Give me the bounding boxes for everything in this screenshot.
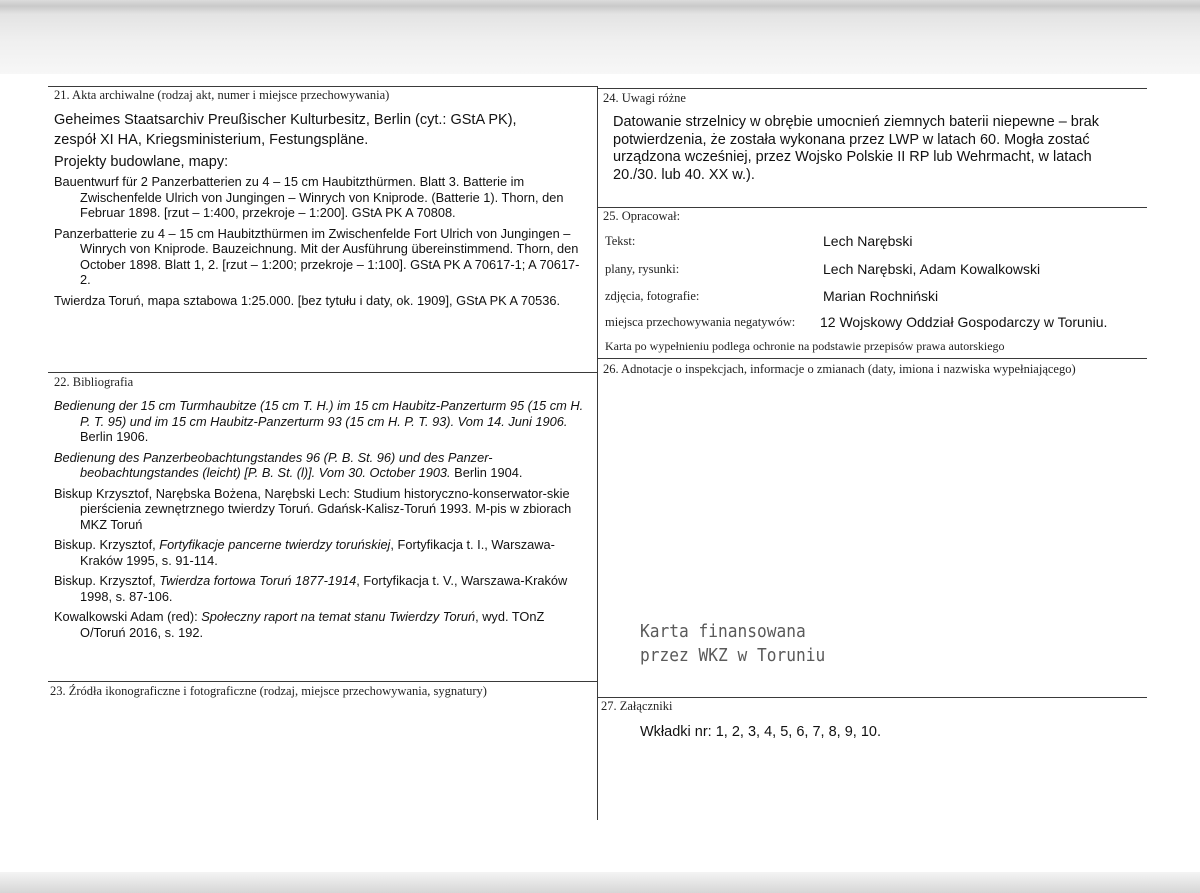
section-27-header: 27. Załączniki	[601, 699, 673, 713]
bibliography-entry-5	[54, 573, 592, 604]
bibliography-entry-1	[54, 398, 592, 445]
section-26-header: 26. Adnotacje o inspekcjach, informacje o zmianach (daty, imiona i nazwiska wypełniającego)	[603, 362, 1076, 376]
archive-line-1: Geheimes Staatsarchiv Preußischer Kulturbesitz, Berlin (cyt.: GStA PK),	[54, 112, 517, 128]
funding-stamp-line-1: Karta finansowana	[640, 621, 806, 642]
section-23-header: 23. Źródła ikonograficzne i fotograficzne (rodzaj, miejsce przechowywania, sygnatury)	[50, 684, 487, 698]
scan-bottom-edge	[0, 872, 1200, 893]
bibliography-entry-4-rest: , Fortyfikacja t. I., Warszawa-Kraków 1995, s. 91-114.	[80, 537, 555, 568]
funding-stamp	[640, 620, 825, 668]
funding-stamp-line-2: przez WKZ w Toruniu	[640, 645, 826, 666]
rule-22-top	[48, 372, 597, 373]
negatives-storage-value: 12 Wojskowy Oddział Gospodarczy w Toruniu.	[820, 314, 1108, 330]
bibliography-entry-5-rest: , Fortyfikacja t. V., Warszawa-Kraków 1998, s. 87-106.	[80, 573, 568, 604]
section-25-header: 25. Opracował:	[603, 209, 681, 223]
author-text-value: Lech Narębski	[823, 233, 913, 249]
bibliography-entry-6-title: Społeczny raport na temat stanu Twierdzy Toruń	[201, 609, 476, 624]
section-22-header: 22. Bibliografia	[54, 375, 134, 389]
author-plans-label: plany, rysunki:	[605, 262, 680, 276]
bibliography-entry-1-title: Bedienung der 15 cm Turmhaubitze (15 cm T. H.) im 15 cm Haubitz-Panzerturm 95 (15 cm H. P. T. 95) und im 15 cm Haubitz-Panzerturm 93 (15 cm H. P. T. 93). Vom 14. Juni 1906.	[54, 398, 584, 429]
bibliography-entry-3-text: Biskup Krzysztof, Narębska Bożena, Narębski Lech: Studium historyczno-konserwator-skie pierścienia zewnętrznego twierdzy Toruń. Gdańsk-Kalisz-Toruń 1993. M-pis w zbiorach MKZ Toruń	[54, 485, 572, 532]
bibliography-entry-6-rest: , wyd. TOnZ O/Toruń 2016, s. 192.	[80, 609, 545, 640]
bibliography-entry-6	[54, 609, 592, 640]
rule-24-top	[597, 88, 1147, 89]
bibliography-entry-2-title: Bedienung des Panzerbeobachtungstandes 96 (P. B. St. 96) und des Panzer-beobachtungstandes (leicht) [P. B. St. (l)]. Vom 30. October 1903.	[54, 449, 493, 480]
bibliography-entry-5-author: Biskup. Krzysztof,	[54, 573, 160, 588]
bibliography-entry-2	[54, 450, 592, 481]
negatives-storage-label: miejsca przechowywania negatywów:	[605, 315, 796, 329]
section-21-header: 21. Akta archiwalne (rodzaj akt, numer i miejsce przechowywania)	[54, 88, 390, 102]
bibliography-entry-3	[54, 486, 592, 533]
bibliography-entry-4	[54, 537, 592, 568]
bibliography-entry-2-rest: Berlin 1904.	[450, 465, 523, 480]
author-photos-value: Marian Rochniński	[823, 288, 939, 304]
bibliography-entry-4-author: Biskup. Krzysztof,	[54, 537, 160, 552]
archive-entry-3: Twierdza Toruń, mapa sztabowa 1:25.000. [bez tytułu i daty, ok. 1909], GStA PK A 70536.	[54, 292, 561, 308]
bibliography-entry-6-author: Kowalkowski Adam (red):	[54, 609, 202, 624]
section-21-content	[54, 112, 589, 313]
archive-entry-1: Bauentwurf für 2 Panzerbatterien zu 4 – 15 cm Haubitzthürmen. Blatt 3. Batterie im Zwischenfelde Ulrich von Jungingen – Winrych von Kniprode. (Batterie 1). Thorn, den Februar 1898. [rzut – 1:400, przekroje – 1:200]. GStA PK A 70808.	[54, 174, 564, 220]
archive-line-2: zespół XI HA, Kriegsministerium, Festungspläne.	[54, 132, 369, 148]
rule-23-top	[48, 681, 597, 682]
remarks-text: Datowanie strzelnicy w obrębie umocnień ziemnych baterii niepewne – brak potwierdzenia, że została wykonana przez LWP w latach 60. Mogła zostać urządzona wcześniej, przez Wojsko Polskie II RP lub Wehrmacht, w latach 20./30. lub 40. XX w.).	[613, 114, 1099, 183]
bibliography-entry-4-title: Fortyfikacje pancerne twierdzy toruńskiej	[159, 537, 391, 552]
center-divider	[597, 86, 598, 820]
bibliography-entry-1-rest: Berlin 1906.	[80, 429, 149, 444]
scan-top-edge	[0, 0, 1200, 74]
rule-21-top	[48, 86, 597, 87]
rule-27-top	[597, 697, 1147, 698]
attachments-text: Wkładki nr: 1, 2, 3, 4, 5, 6, 7, 8, 9, 10.	[640, 724, 881, 740]
bibliography-entry-5-title: Twierdza fortowa Toruń 1877-1914	[159, 573, 357, 588]
rule-26-top	[597, 358, 1147, 359]
author-photos-label: zdjęcia, fotografie:	[605, 289, 700, 303]
archive-line-3: Projekty budowlane, mapy:	[54, 154, 229, 170]
section-24-header: 24. Uwagi różne	[603, 91, 686, 105]
section-22-content	[54, 398, 592, 645]
archive-entry-2: Panzerbatterie zu 4 – 15 cm Haubitzthürmen im Zwischenfelde Fort Ulrich von Jungingen – Winrych von Kniprode. Bauzeichnung. Mit der Ausführung übereinstimmend. Thorn, den October 1898. Blatt 1, 2. [rzut – 1:200; przekroje – 1:100]. GStA PK A 70617-1; A 70617-2.	[54, 225, 580, 287]
rule-25-top	[597, 207, 1147, 208]
author-text-label: Tekst:	[605, 234, 636, 248]
copyright-note: Karta po wypełnieniu podlega ochronie na podstawie przepisów prawa autorskiego	[605, 339, 1005, 353]
author-plans-value: Lech Narębski, Adam Kowalkowski	[823, 261, 1041, 277]
